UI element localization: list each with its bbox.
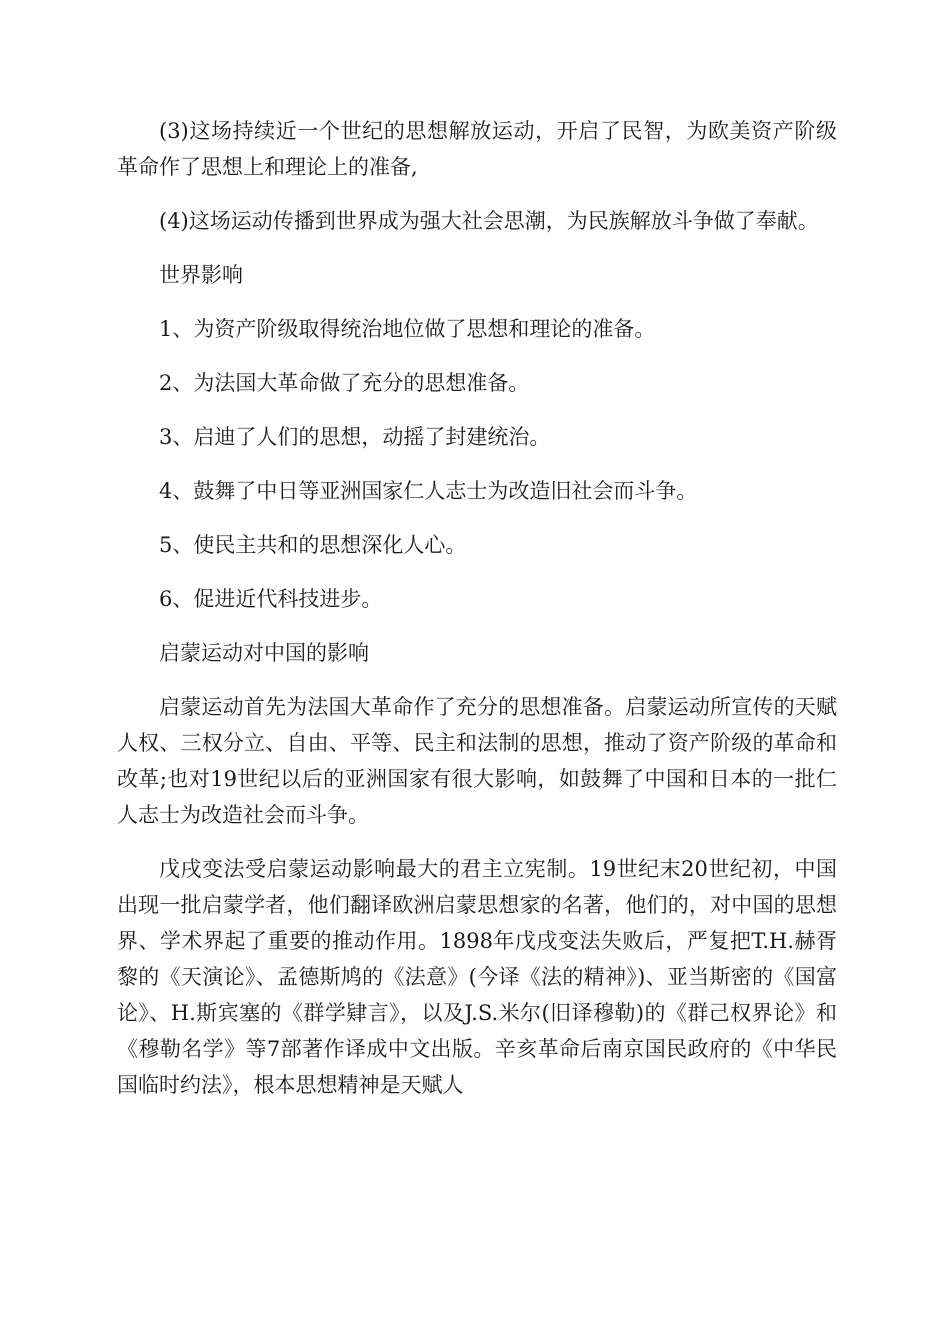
paragraph-point-4: (4)这场运动传播到世界成为强大社会思潮，为民族解放斗争做了奉献。	[159, 209, 819, 233]
list-item: 5、使民主共和的思想深化人心。	[159, 533, 467, 557]
list-item: 3、启迪了人们的思想，动摇了封建统治。	[159, 425, 551, 449]
list-item: 6、促进近代科技进步。	[159, 587, 383, 611]
list-item: 4、鼓舞了中日等亚洲国家仁人志士为改造旧社会而斗争。	[159, 479, 698, 503]
list-item: 2、为法国大革命做了充分的思想准备。	[159, 371, 530, 395]
paragraph-reform-movement: 戊戌变法受启蒙运动影响最大的君主立宪制。19世纪末20世纪初，中国出现一批启蒙学者，他们翻译欧洲启蒙思想家的名著，他们的，对中国的思想界、学术界起了重要的推动作用。1898年戊戌变法失败后，严复把T.H.赫胥黎的《天演论》、孟德斯鸠的《法意》(今译《法的精神》)、亚当斯密的《国富论》、H.斯宾塞的《群学肄言》，以及J.S.米尔(旧译穆勒)的《群己权界论》和《穆勒名学》等7部著作译成中文出版。辛亥革命后南京国民政府的《中华民国临时约法》，根本思想精神是天赋人	[117, 857, 837, 1097]
list-item: 1、为资产阶级取得统治地位做了思想和理论的准备。	[159, 317, 656, 341]
section-heading-china-impact: 启蒙运动对中国的影响	[159, 641, 369, 665]
paragraph-point-3: (3)这场持续近一个世纪的思想解放运动，开启了民智，为欧美资产阶级革命作了思想上和理论上的准备,	[117, 119, 837, 179]
paragraph-enlightenment-overview: 启蒙运动首先为法国大革命作了充分的思想准备。启蒙运动所宣传的天赋人权、三权分立、自由、平等、民主和法制的思想，推动了资产阶级的革命和改革;也对19世纪以后的亚洲国家有很大影响，如鼓舞了中国和日本的一批仁人志士为改造社会而斗争。	[117, 695, 837, 827]
section-heading-world-impact: 世界影响	[159, 263, 243, 287]
document-body	[117, 113, 837, 1121]
